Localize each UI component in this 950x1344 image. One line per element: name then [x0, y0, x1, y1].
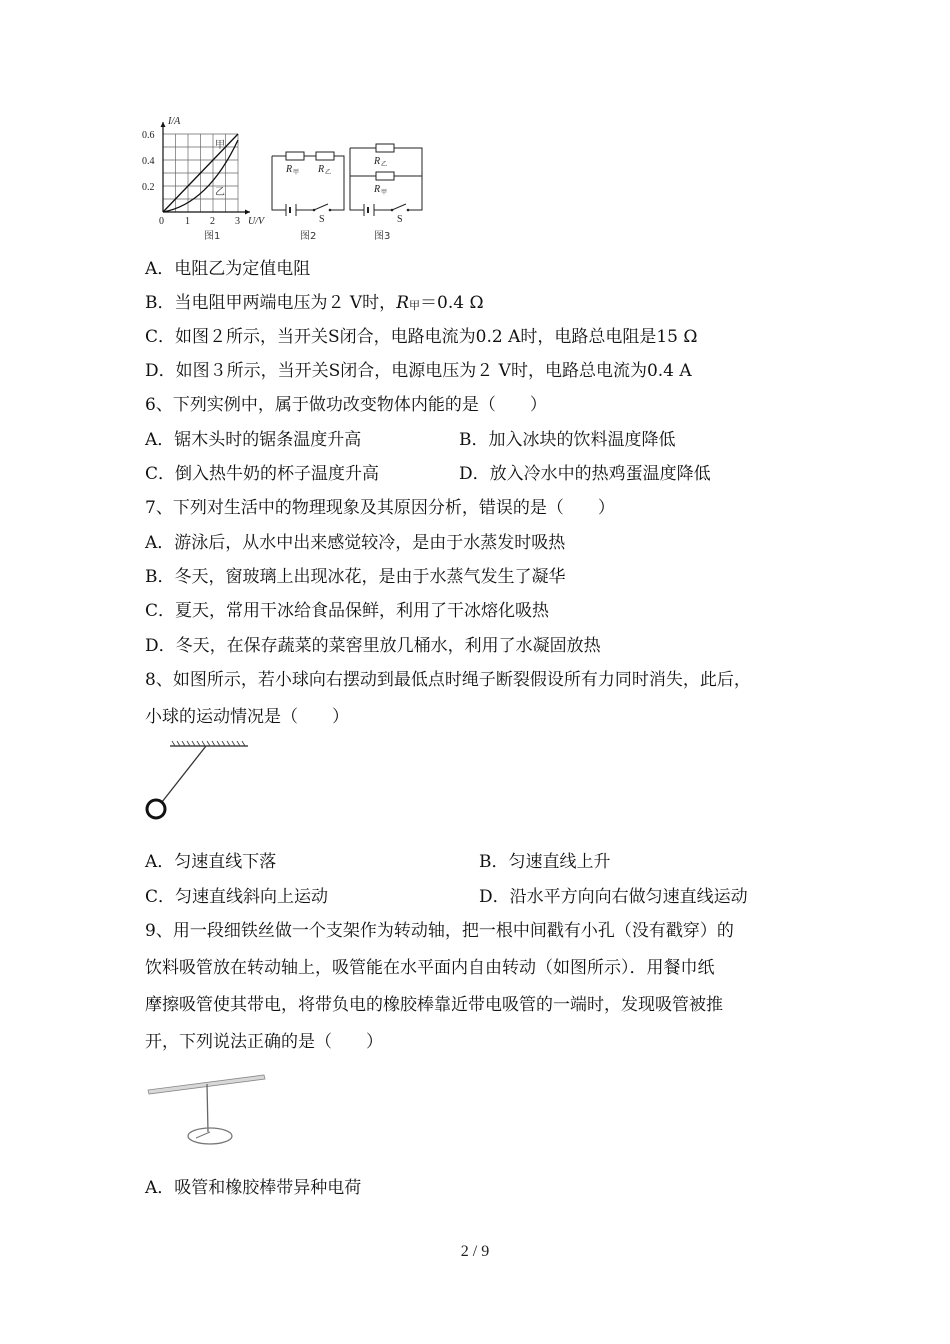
x-tick: 3 — [235, 216, 240, 227]
q8-option-b: B．匀速直线上升 — [479, 852, 611, 872]
figure-2-caption: 图2 — [300, 231, 317, 242]
q8-stem-line1: 8、如图所示，若小球向右摆动到最低点时绳子断裂假设所有力同时消失，此后， — [145, 670, 751, 690]
q6-stem: 6、下列实例中，属于做功改变物体内能的是（ ） — [145, 395, 547, 415]
circuit-2-series — [272, 152, 344, 242]
r1-subscript: 甲 — [293, 170, 300, 176]
q9-stem-line3: 摩擦吸管使其带电，将带负电的橡胶棒靠近带电吸管的一端时，发现吸管被推 — [145, 995, 723, 1015]
figure-3-caption: 图3 — [374, 231, 391, 242]
q5-option-b-sub: 甲 — [409, 299, 420, 312]
q5-option-b — [145, 291, 484, 318]
pendulum-figure — [140, 738, 280, 828]
q8-option-d: D．沿水平方向向右做匀速直线运动 — [479, 887, 748, 907]
y-axis-label: I/A — [168, 116, 181, 127]
x-tick: 1 — [185, 216, 190, 227]
q5-option-a: A．电阻乙为定值电阻 — [145, 259, 311, 279]
r1-subscript: 乙 — [381, 162, 388, 168]
circuit-3-parallel — [350, 144, 422, 242]
q9-option-a: A．吸管和橡胶棒带异种电荷 — [145, 1178, 362, 1198]
r2-label: R — [318, 164, 325, 175]
q5-option-c: C．如图２所示，当开关S闭合，电路电流为0.2 A时，电路总电阻是15 Ω — [145, 327, 698, 347]
q5-option-d: D．如图３所示，当开关S闭合，电源电压为２ V时，电路总电流为0.4 A — [145, 361, 692, 381]
q9-stem-line4: 开，下列说法正确的是（ ） — [145, 1032, 383, 1052]
support-wire — [207, 1084, 208, 1132]
r1-label: R — [286, 164, 293, 175]
r2-subscript: 乙 — [325, 170, 332, 176]
pendulum-ball — [147, 800, 165, 818]
x-axis-label: U/V — [248, 216, 265, 227]
x-tick: 0 — [159, 216, 164, 227]
q6-option-b: B．加入冰块的饮料温度降低 — [459, 430, 676, 450]
r1-label: R — [374, 156, 381, 167]
q7-option-d: D．冬天，在保存蔬菜的菜窖里放几桶水，利用了水凝固放热 — [145, 636, 601, 656]
q7-option-c: C．夏天，常用干冰给食品保鲜，利用了干冰熔化吸热 — [145, 601, 550, 621]
q9-stem-line2: 饮料吸管放在转动轴上，吸管能在水平面内自由转动（如图所示）．用餐巾纸 — [145, 958, 715, 978]
q6-option-d: D．放入冷水中的热鸡蛋温度降低 — [459, 464, 711, 484]
straw-on-axis-figure — [140, 1066, 280, 1156]
page-number: 2 / 9 — [460, 1243, 490, 1260]
q7-stem: 7、下列对生活中的物理现象及其原因分析，错误的是（ ） — [145, 498, 615, 518]
switch-label: S — [397, 214, 403, 225]
x-tick: 2 — [210, 216, 215, 227]
y-tick: 0.6 — [142, 130, 155, 141]
support-base — [188, 1128, 232, 1144]
q6-option-a: A．锯木头时的锯条温度升高 — [145, 430, 362, 450]
y-tick: 0.4 — [142, 156, 155, 167]
curve-jia-label: 甲 — [215, 140, 225, 151]
r2-label: R — [374, 184, 381, 195]
curve-yi-label: 乙 — [215, 187, 225, 198]
figure-1-caption: 图1 — [204, 231, 221, 242]
iu-graph — [142, 116, 266, 242]
q5-option-b-pre: B．当电阻甲两端电压为２ V时， — [145, 293, 397, 313]
y-tick: 0.2 — [142, 182, 155, 193]
q7-option-a: A．游泳后，从水中出来感觉较冷，是由于水蒸发时吸热 — [145, 533, 566, 553]
r2-subscript: 甲 — [381, 190, 388, 196]
q6-option-c: C．倒入热牛奶的杯子温度升高 — [145, 464, 380, 484]
q8-stem-line2: 小球的运动情况是（ ） — [145, 707, 349, 727]
q9-stem-line1: 9、用一段细铁丝做一个支架作为转动轴，把一根中间戳有小孔（没有戳穿）的 — [145, 921, 734, 941]
pendulum-string — [162, 746, 206, 802]
q8-option-c: C．匀速直线斜向上运动 — [145, 887, 329, 907]
q7-option-b: B．冬天，窗玻璃上出现冰花，是由于水蒸气发生了凝华 — [145, 567, 566, 587]
q8-option-a: A．匀速直线下落 — [145, 852, 277, 872]
figure-graph-and-circuits — [138, 112, 428, 247]
switch-label: S — [319, 214, 325, 225]
q5-option-b-r: R — [396, 293, 409, 313]
q5-option-b-post: ＝0.4 Ω — [420, 293, 484, 313]
